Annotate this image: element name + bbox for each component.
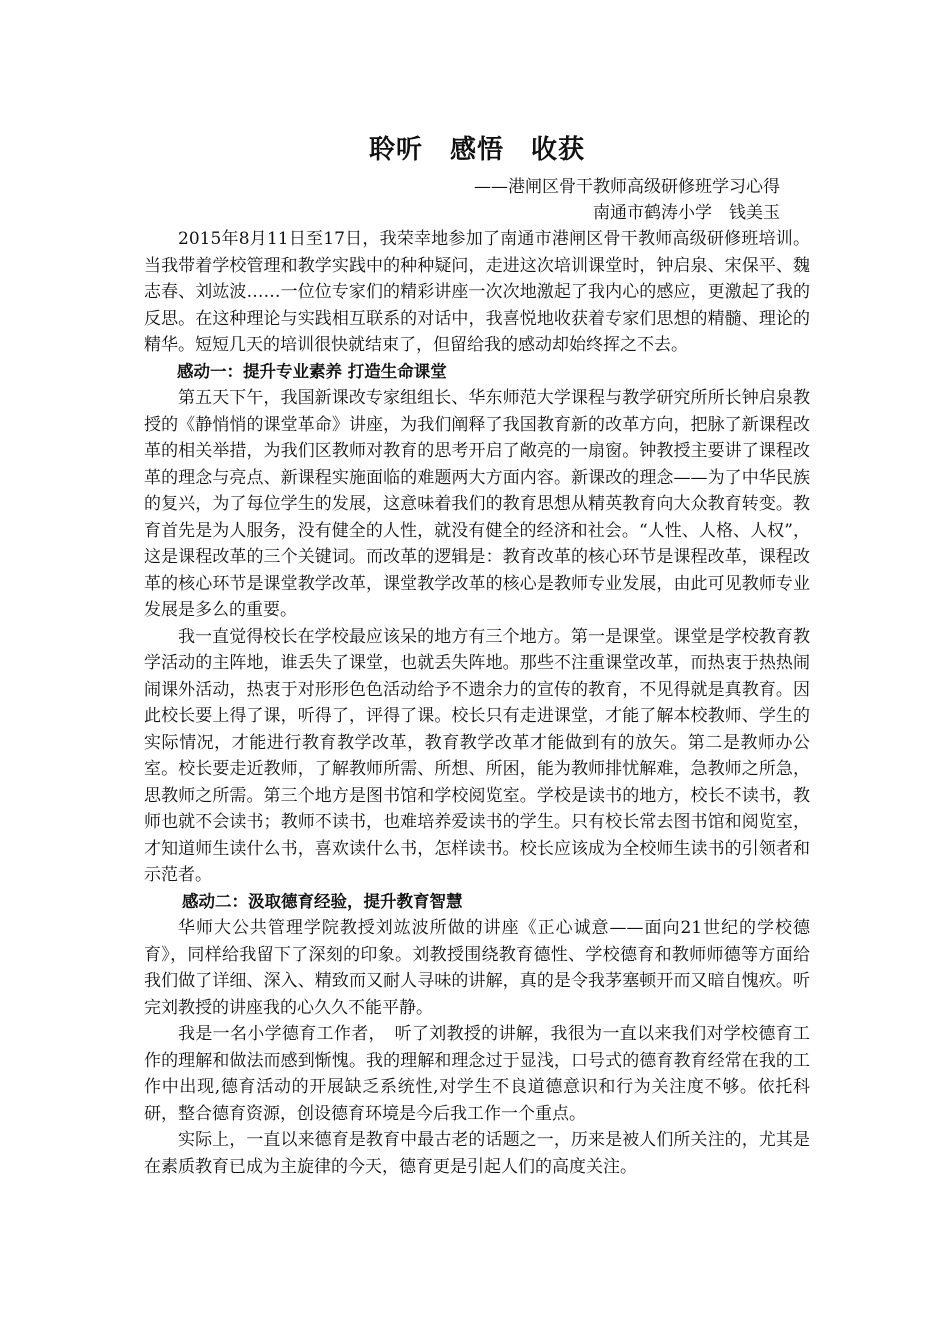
section-heading-1: 感动一：提升专业素养 打造生命课堂 — [177, 361, 447, 381]
section2-paragraph-2: 我是一名小学德育工作者， 听了刘教授的讲解，我很为一直以来我们对学校德育工作的理解和做法而感到惭愧。我的理解和理念过于显浅，口号式的德育教育经常在我的工作中出现,德育活动的开展缺乏系统性,对学生不良道德意识和行为关注度不够。依托科研，整合德育资源，创设德育环境是今后我工作一个重点。 — [144, 1024, 810, 1124]
section1-paragraph-1: 第五天下午，我国新课改专家组组长、华东师范大学课程与教学研究所所长钟启泉教授的《静悄悄的课堂革命》讲座，为我们阐释了我国教育新的改革方向，把脉了新课程改革的相关举措，为我们区教师对教育的思考开启了敞亮的一扇窗。钟教授主要讲了课程改革的理念与亮点、新课程实施面临的难题两大方面内容。新课改的理念——为了中华民族的复兴，为了每位学生的发展，这意味着我们的教育思想从精英教育向大众教育转变。教育首先是为人服务，没有健全的人性，就没有健全的经济和社会。“人性、人格、人权”，这是课程改革的三个关键词。而改革的逻辑是：教育改革的核心环节是课程改革，课程改革的核心环节是课堂教学改革，课堂教学改革的核心是教师专业发展，由此可见教师专业发展是多么的重要。 — [144, 388, 810, 620]
document-body — [144, 130, 810, 1180]
section1-paragraph-2: 我一直觉得校长在学校最应该呆的地方有三个地方。第一是课堂。课堂是学校教育教学活动的主阵地，谁丢失了课堂，也就丢失阵地。那些不注重课堂改革，而热衷于热热闹闹课外活动，热衷于对形形色色活动给予不遗余力的宣传的教育，不见得就是真教育。因此校长要上得了课，听得了，评得了课。校长只有走进课堂，才能了解本校教师、学生的实际情况，才能进行教育教学改革，教育教学改革才能做到有的放矢。第二是教师办公室。校长要走近教师，了解教师所需、所想、所困，能为教师排忧解难，急教师之所急，思教师之所需。第三个地方是图书馆和学校阅览室。学校是读书的地方，校长不读书，教师也就不会读书；教师不读书，也难培养爱读书的学生。只有校长常去图书馆和阅览室，才知道师生读什么书，喜欢读什么书，怎样读书。校长应该成为全校师生读书的引领者和示范者。 — [144, 626, 810, 885]
document-title: 聆听 感悟 收获 — [368, 135, 585, 165]
section2-paragraph-3: 实际上，一直以来德育是教育中最古老的话题之一，历来是被人们所关注的，尤其是在素质教育已成为主旋律的今天，德育更是引起人们的高度关注。 — [144, 1130, 810, 1177]
section-heading-2: 感动二：汲取德育经验，提升教育智慧 — [181, 891, 463, 911]
section2-paragraph-1: 华师大公共管理学院教授刘竑波所做的讲座《正心诚意——面向21世纪的学校德育》，同样给我留下了深刻的印象。刘教授围绕教育德性、学校德育和教师师德等方面给我们做了详细、深入、精致而又耐人寻味的讲解，真的是令我茅塞顿开而又暗自愧疚。听完刘教授的讲座我的心久久不能平静。 — [144, 918, 810, 1018]
document-subtitle: ——港闸区骨干教师高级研修班学习心得 — [474, 177, 780, 197]
intro-paragraph: 2015年8月11日至17日，我荣幸地参加了南通市港闸区骨干教师高级研修班培训。当我带着学校管理和教学实践中的种种疑问，走进这次培训课堂时，钟启泉、宋保平、魏志春、刘竑波……一位位专家们的精彩讲座一次次地激起了我内心的感应，更激起了我的反思。在这种理论与实践相互联系的对话中，我喜悦地收获着专家们思想的精髓、理论的精华。短短几天的培训很快就结束了，但留给我的感动却始终挥之不去。 — [144, 229, 810, 355]
author-line: 南通市鹤涛小学 钱美玉 — [593, 203, 780, 223]
